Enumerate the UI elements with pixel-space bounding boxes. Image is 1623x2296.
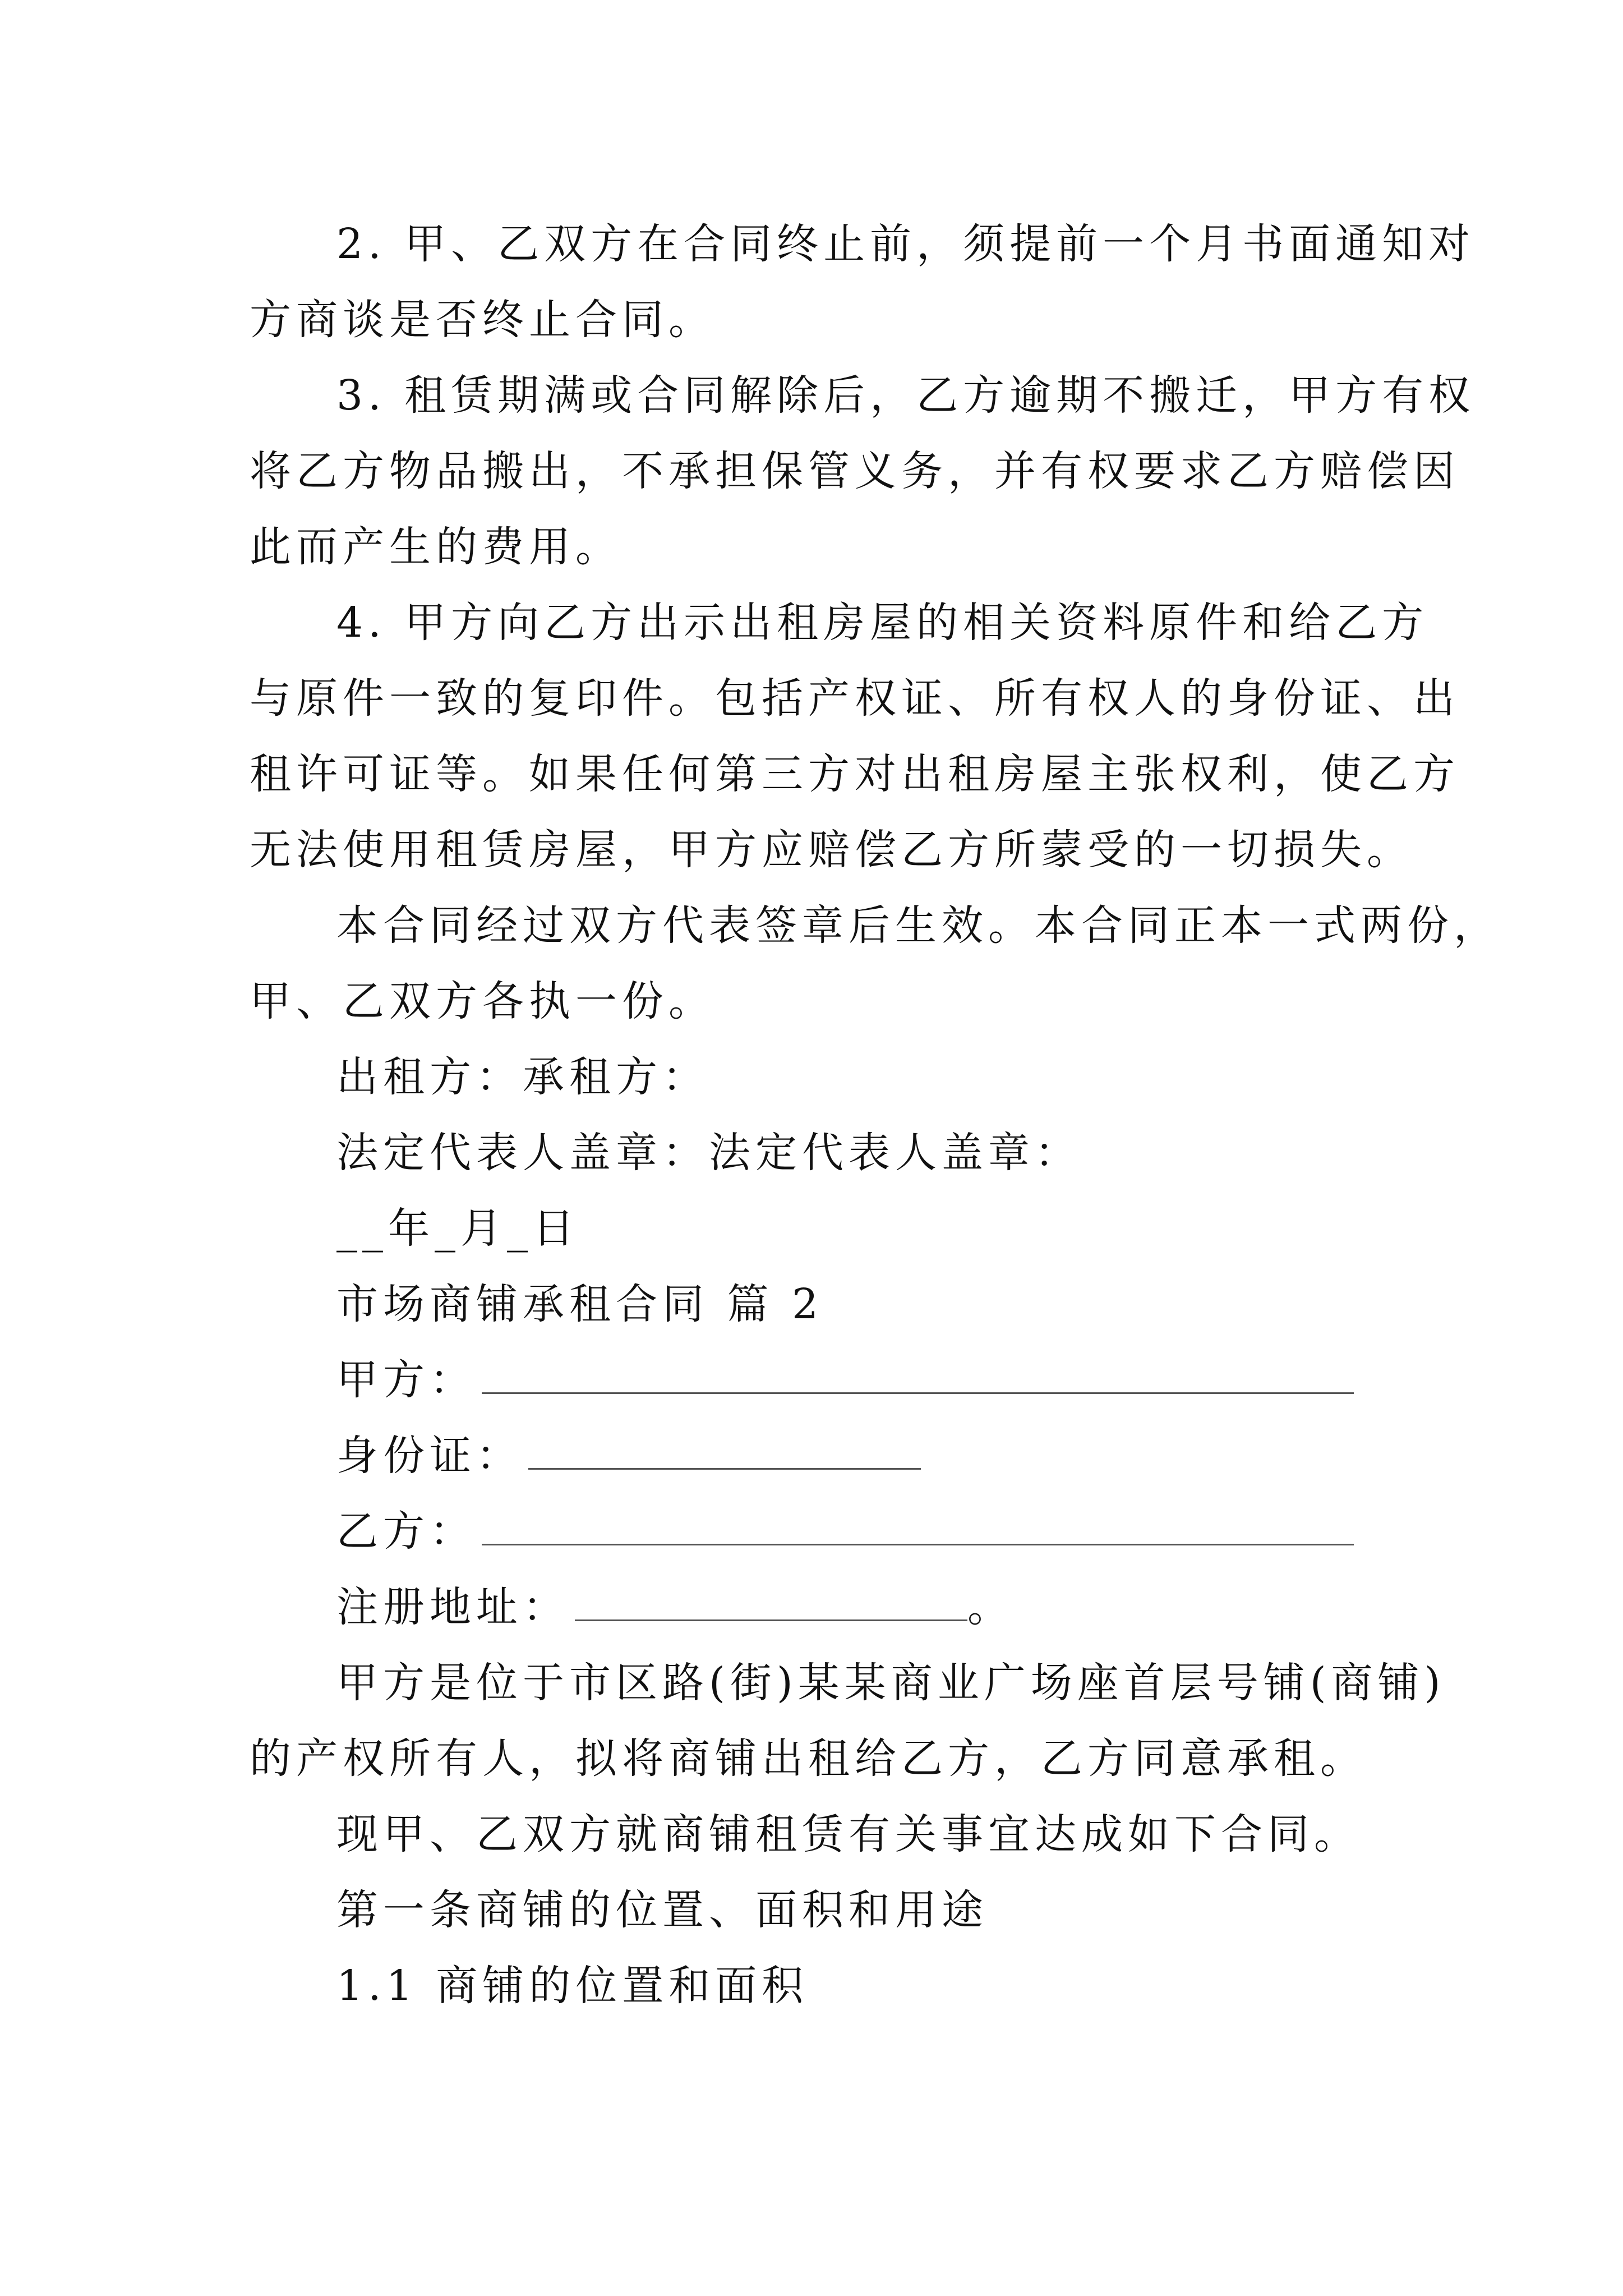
clause-4-line-1: 4. 甲方向乙方出示出租房屋的相关资料原件和给乙方 — [336, 599, 1429, 647]
section-2-title: 市场商铺承租合同 篇 2 — [336, 1280, 824, 1328]
effect-line-2: 甲、乙双方各执一份。 — [250, 977, 715, 1025]
signature-seal: 法定代表人盖章：法定代表人盖章： — [336, 1129, 1081, 1177]
article-1-heading: 第一条商铺的位置、面积和用途 — [336, 1886, 988, 1934]
signature-parties: 出租方：承租方： — [336, 1053, 709, 1101]
article-1-1-heading: 1.1 商铺的位置和面积 — [336, 1962, 809, 2010]
address-period: 。 — [967, 1583, 1014, 1631]
clause-4-line-3: 租许可证等。如果任何第三方对出租房屋主张权利，使乙方 — [250, 750, 1460, 798]
effect-line-1: 本合同经过双方代表签章后生效。本合同正本一式两份， — [336, 901, 1500, 950]
address-field — [336, 1582, 1014, 1632]
intro-line-2: 的产权所有人，拟将商铺出租给乙方，乙方同意承租。 — [250, 1734, 1367, 1783]
party-b-field — [336, 1506, 1354, 1557]
party-a-blank — [482, 1360, 1354, 1394]
clause-3-line-3: 此而产生的费用。 — [250, 523, 622, 571]
address-blank — [575, 1587, 967, 1621]
party-a-field — [336, 1355, 1354, 1405]
id-field — [336, 1430, 921, 1481]
clause-3-line-2: 将乙方物品搬出，不承担保管义务，并有权要求乙方赔偿因 — [250, 447, 1460, 495]
clause-4-line-2: 与原件一致的复印件。包括产权证、所有权人的身份证、出 — [250, 674, 1460, 723]
clause-2-line-2: 方商谈是否终止合同。 — [250, 296, 715, 344]
id-label: 身份证： — [336, 1432, 523, 1480]
party-b-blank — [482, 1511, 1354, 1545]
party-a-label: 甲方： — [336, 1356, 476, 1404]
agreement-line: 现甲、乙双方就商铺租赁有关事宜达成如下合同。 — [336, 1810, 1361, 1858]
clause-4-line-4: 无法使用租赁房屋，甲方应赔偿乙方所蒙受的一切损失。 — [250, 826, 1413, 874]
signature-date: __年_月_日 — [336, 1204, 579, 1253]
id-blank — [528, 1435, 921, 1470]
clause-2-line-1: 2. 甲、乙双方在合同终止前，须提前一个月书面通知对 — [336, 220, 1476, 268]
intro-line-1: 甲方是位于市区路(街)某某商业广场座首层号铺(商铺) — [336, 1659, 1446, 1707]
party-b-label: 乙方： — [336, 1507, 476, 1556]
clause-3-line-1: 3. 租赁期满或合同解除后，乙方逾期不搬迁，甲方有权 — [336, 371, 1476, 420]
address-label: 注册地址： — [336, 1583, 569, 1631]
